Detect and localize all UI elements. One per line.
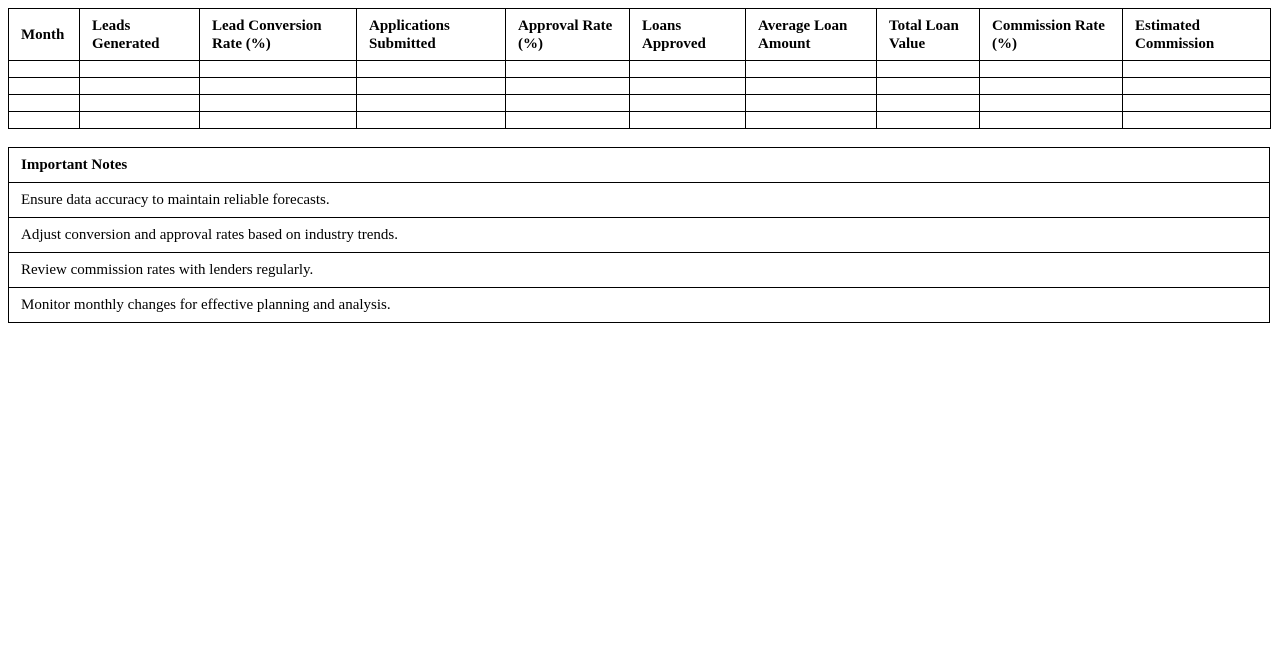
table-row xyxy=(9,95,1271,112)
column-header-applications-submitted: Applications Submitted xyxy=(357,9,506,61)
table-cell xyxy=(200,95,357,112)
table-cell xyxy=(200,61,357,78)
note-row xyxy=(9,183,1270,218)
column-header-commission-rate: Commission Rate (%) xyxy=(980,9,1123,61)
table-cell xyxy=(630,95,746,112)
table-cell xyxy=(357,61,506,78)
forecast-header-row xyxy=(9,9,1271,61)
table-cell xyxy=(1123,78,1271,95)
table-cell xyxy=(9,78,80,95)
document-sheet xyxy=(8,8,1270,323)
column-header-estimated-commission: Estimated Commission xyxy=(1123,9,1271,61)
column-header-total-loan-value: Total Loan Value xyxy=(877,9,980,61)
column-header-leads-generated: Leads Generated xyxy=(80,9,200,61)
table-cell xyxy=(9,95,80,112)
column-header-month: Month xyxy=(9,9,80,61)
note-item: Monitor monthly changes for effective planning and analysis. xyxy=(9,288,1270,323)
table-cell xyxy=(1123,95,1271,112)
table-cell xyxy=(80,112,200,129)
table-row xyxy=(9,112,1271,129)
table-cell xyxy=(200,112,357,129)
table-cell xyxy=(877,61,980,78)
table-cell xyxy=(80,95,200,112)
table-cell xyxy=(746,112,877,129)
table-cell xyxy=(357,78,506,95)
table-row xyxy=(9,78,1271,95)
forecast-table-body xyxy=(9,61,1271,129)
table-cell xyxy=(506,61,630,78)
note-row xyxy=(9,253,1270,288)
forecast-table xyxy=(8,8,1271,129)
table-cell xyxy=(980,112,1123,129)
table-cell xyxy=(877,78,980,95)
notes-table xyxy=(8,147,1270,323)
table-cell xyxy=(980,61,1123,78)
table-cell xyxy=(357,112,506,129)
notes-header-row xyxy=(9,148,1270,183)
note-row xyxy=(9,218,1270,253)
table-cell xyxy=(9,61,80,78)
table-cell xyxy=(506,78,630,95)
table-cell xyxy=(1123,61,1271,78)
table-cell xyxy=(877,112,980,129)
column-header-lead-conversion-rate: Lead Conversion Rate (%) xyxy=(200,9,357,61)
table-cell xyxy=(630,78,746,95)
table-cell xyxy=(877,95,980,112)
table-cell xyxy=(630,112,746,129)
table-cell xyxy=(630,61,746,78)
table-cell xyxy=(9,112,80,129)
table-cell xyxy=(200,78,357,95)
table-cell xyxy=(80,78,200,95)
table-cell xyxy=(746,61,877,78)
table-row xyxy=(9,61,1271,78)
table-cell xyxy=(980,78,1123,95)
note-item: Review commission rates with lenders regularly. xyxy=(9,253,1270,288)
table-cell xyxy=(980,95,1123,112)
column-header-average-loan-amount: Average Loan Amount xyxy=(746,9,877,61)
column-header-loans-approved: Loans Approved xyxy=(630,9,746,61)
note-row xyxy=(9,288,1270,323)
table-cell xyxy=(1123,112,1271,129)
note-item: Adjust conversion and approval rates based on industry trends. xyxy=(9,218,1270,253)
note-item: Ensure data accuracy to maintain reliable forecasts. xyxy=(9,183,1270,218)
table-cell xyxy=(506,112,630,129)
table-cell xyxy=(746,95,877,112)
table-cell xyxy=(506,95,630,112)
notes-title: Important Notes xyxy=(9,148,1270,183)
table-cell xyxy=(80,61,200,78)
table-cell xyxy=(357,95,506,112)
column-header-approval-rate: Approval Rate (%) xyxy=(506,9,630,61)
table-cell xyxy=(746,78,877,95)
